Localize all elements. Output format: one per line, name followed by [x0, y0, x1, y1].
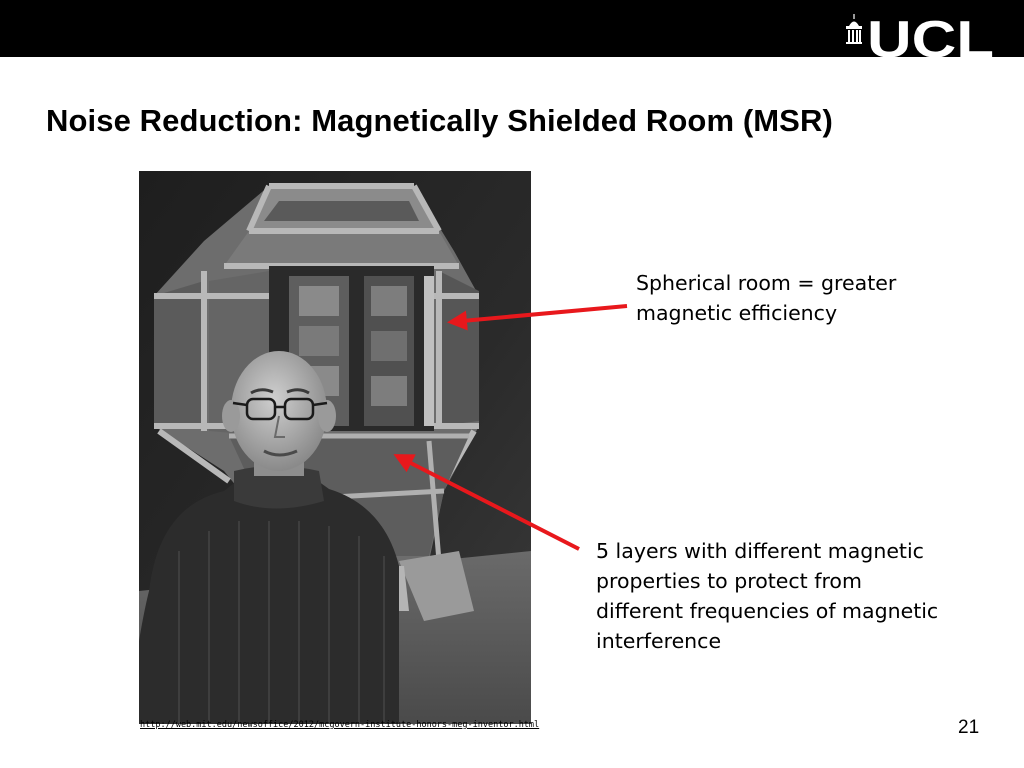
ucl-logo [846, 14, 996, 58]
page-number: 21 [958, 717, 980, 738]
annotation-line: interference [596, 629, 722, 653]
annotation-line: Spherical room = greater [636, 271, 897, 295]
msr-photo [139, 171, 531, 724]
annotation-spherical-room [636, 268, 966, 328]
ucl-logo-text: UCL [867, 14, 994, 58]
annotation-shielding-layers [596, 536, 1006, 656]
photo-source-link[interactable]: http://web.mit.edu/newsoffice/2012/mcgovern-institute-honors-meg-inventor.html [140, 720, 540, 730]
annotation-line: different frequencies of magnetic [596, 599, 939, 623]
slide-title: Noise Reduction: Magnetically Shielded Room (MSR) [46, 103, 833, 138]
annotation-line: magnetic efficiency [636, 301, 838, 325]
annotation-line: properties to protect from [596, 569, 862, 593]
annotation-line: 5 layers with different magnetic [596, 539, 924, 563]
